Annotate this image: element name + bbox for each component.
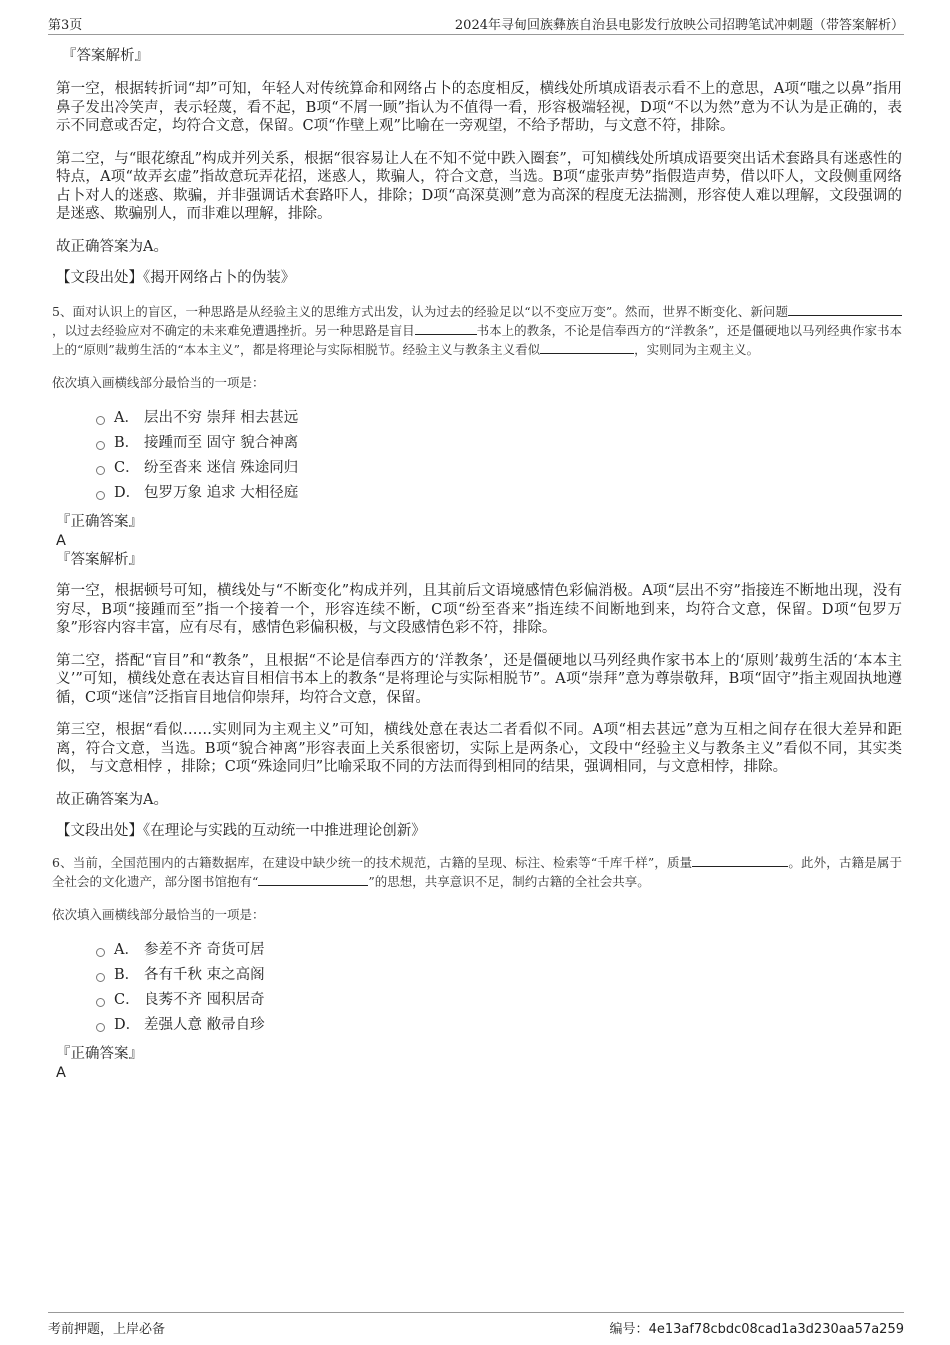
source-citation: 【文段出处】《在理论与实践的互动统一中推进理论创新》 xyxy=(56,823,426,839)
option-c[interactable]: C． 纷至沓来 迷信 殊途同归 xyxy=(96,456,902,481)
conclusion-text: 故正确答案为A。 xyxy=(56,238,168,255)
radio-button-icon[interactable] xyxy=(96,416,105,425)
radio-button-icon[interactable] xyxy=(96,948,105,957)
source-citation: 【文段出处】《揭开网络占卜的伪装》 xyxy=(56,270,296,286)
option-c[interactable]: C． 良莠不齐 囤积居奇 xyxy=(96,988,902,1013)
options-list xyxy=(96,938,902,1038)
correct-answer: A xyxy=(56,1065,66,1081)
option-a[interactable]: A． 参差不齐 奇货可居 xyxy=(96,938,902,963)
radio-button-icon[interactable] xyxy=(96,491,105,500)
correct-answer: A xyxy=(56,533,66,549)
question-stem: 5、面对认识上的盲区，一种思路是从经验主义的思维方式出发，认为过去的经验足以“以不变应万变”。然而，世界不断变化、新问题，以过去经验应对不确定的未来难免遭遇挫折。另一种思路是盲目 书本上的教条，不论是信奉西方的“洋教条”，还是僵硬地以马列经典作家书本上的“原则”裁剪生活的“本本主义”，都是将理论与实际相脱节。经验主义与教条主义看似 ，实则同为主观主义。 xyxy=(52,304,902,357)
analysis-label: 『答案解析』 xyxy=(56,552,143,568)
page-content xyxy=(52,46,902,1082)
page-header xyxy=(48,12,904,35)
answer-blank xyxy=(540,341,634,354)
options-list xyxy=(96,406,902,506)
question-stem: 6、当前，全国范围内的古籍数据库，在建设中缺少统一的技术规范，古籍的呈现、标注、检索等“千库千样”，质量 。此外，古籍是属于全社会的文化遗产，部分图书馆抱有“ ”的思想，共享意识不足，制约古籍的全社会共享。 xyxy=(52,855,902,889)
question-prompt: 依次填入画横线部分最恰当的一项是： xyxy=(52,907,265,922)
page-number: 第3页 xyxy=(48,18,83,33)
radio-button-icon[interactable] xyxy=(96,973,105,982)
correct-answer-label: 『正确答案』 xyxy=(56,1046,143,1062)
analysis-paragraph: 第三空，根据“看似……实则同为主观主义”可知，横线处意在表达二者看似不同。A项“相去甚远”意为互相之间存在很大差异和距离，符合文意，当选。B项“貌合神离”形容表面上关系很密切，实际上是两条心，文段中“经验主义与教条主义”看似不同，其实类似， 与文意相悖 ，排除；C项“殊途同归”比喻采取不同的方法而得到相同的结果，强调相同，与文意相悖，排除。 xyxy=(56,722,902,775)
document-title: 2024年寻甸回族彝族自治县电影发行放映公司招聘笔试冲刺题（带答案解析） xyxy=(454,18,904,33)
analysis-label: 『答案解析』 xyxy=(62,48,149,64)
question-prompt: 依次填入画横线部分最恰当的一项是： xyxy=(52,375,265,390)
analysis-paragraph: 第一空，根据顿号可知，横线处与“不断变化”构成并列，且其前后文语境感情色彩偏消极。A项“层出不穷”指接连不断地出现，没有穷尽，B项“接踵而至”指一个接着一个，形容连续不断，C项“纷至沓来”指连续不间断地到来，均符合文意，保留。D项“包罗万象”形容内容丰富，应有尽有，感情色彩偏积极，与文段感情色彩不符，排除。 xyxy=(56,583,902,636)
radio-button-icon[interactable] xyxy=(96,1023,105,1032)
radio-button-icon[interactable] xyxy=(96,466,105,475)
correct-answer-label: 『正确答案』 xyxy=(56,514,143,530)
analysis-paragraph: 第一空，根据转折词“却”可知，年轻人对传统算命和网络占卜的态度相反，横线处所填成语表示看不上的意思，A项“嗤之以鼻”指用鼻子发出冷笑声，表示轻蔑，看不起，B项“不屑一顾”指认为不值得一看，形容极端轻视，D项“不以为然”意为不认为是正确的，表示不同意或否定，均符合文意，保留。C项“作壁上观”比喻在一旁观望，不给予帮助，与文意不符，排除。 xyxy=(56,81,902,134)
answer-blank xyxy=(788,303,902,316)
document-code: 编号：4e13af78cbdc08cad1a3d230aa57a259 xyxy=(609,1322,904,1337)
analysis-paragraph: 第二空，与“眼花缭乱”构成并列关系，根据“很容易让人在不知不觉中跌入圈套”，可知横线处所填成语要突出话术套路具有迷惑性的特点，A项“故弄玄虚”指故意玩弄花招，迷惑人，欺骗人，符合文意，当选。B项“虚张声势”指假造声势，借以吓人，文段侧重网络占卜对人的迷惑、欺骗，并非强调话术套路吓人，排除；D项“高深莫测”意为高深的程度无法揣测，形容使人难以理解，文段强调的是迷惑、欺骗别人，而非难以理解，排除。 xyxy=(56,150,902,222)
option-d[interactable]: D． 包罗万象 追求 大相径庭 xyxy=(96,481,902,506)
page-footer xyxy=(48,1312,904,1335)
analysis-paragraph: 第二空，搭配“盲目”和“教条”，且根据“不论是信奉西方的‘洋教条’，还是僵硬地以马列经典作家书本上的‘原则’裁剪生活的‘本本主义’”可知，横线处意在表达盲目相信书本上的教条“是将理论与实际相脱节”。A项“崇拜”意为尊崇敬拜，B项“固守”指主观固执地遵循，C项“迷信”泛指盲目地信仰崇拜，均符合文意，保留。 xyxy=(56,652,902,706)
option-d[interactable]: D． 差强人意 敝帚自珍 xyxy=(96,1013,902,1038)
radio-button-icon[interactable] xyxy=(96,441,105,450)
answer-blank xyxy=(692,854,788,867)
option-b[interactable]: B． 各有千秋 束之高阁 xyxy=(96,963,902,988)
footer-slogan: 考前押题，上岸必备 xyxy=(48,1322,166,1337)
radio-button-icon[interactable] xyxy=(96,998,105,1007)
conclusion-text: 故正确答案为A。 xyxy=(56,791,168,808)
option-b[interactable]: B． 接踵而至 固守 貌合神离 xyxy=(96,431,902,456)
answer-blank xyxy=(258,873,368,886)
option-a[interactable]: A． 层出不穷 崇拜 相去甚远 xyxy=(96,406,902,431)
answer-blank xyxy=(415,322,477,335)
